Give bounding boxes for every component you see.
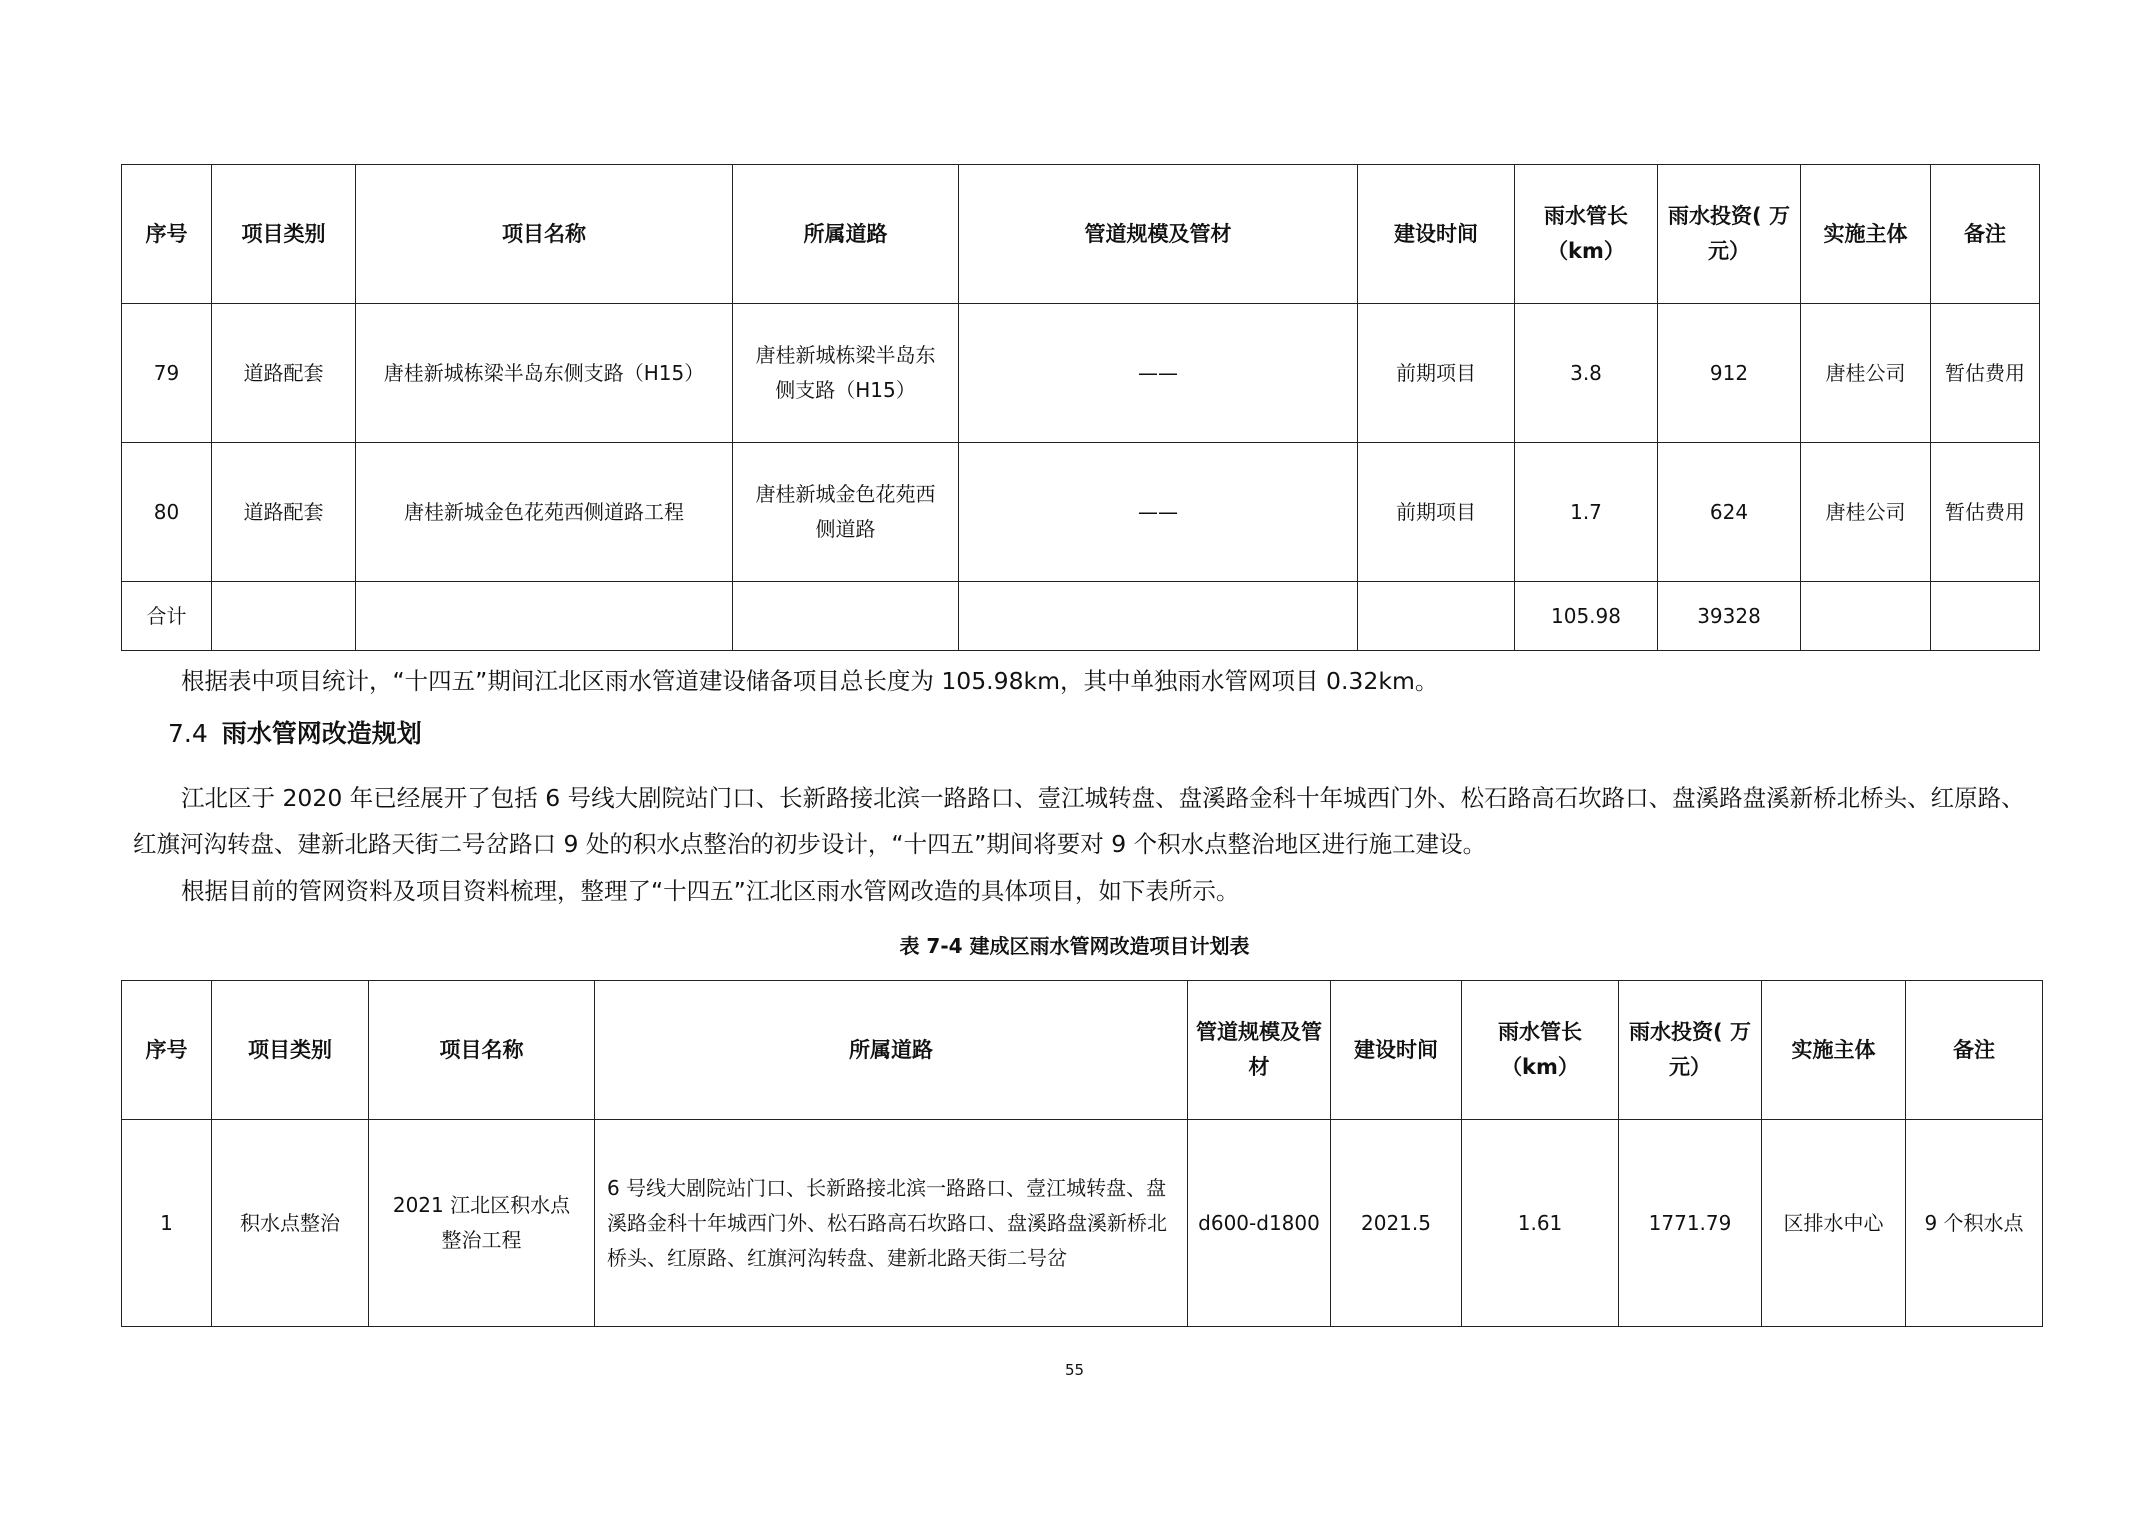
table-total-row [122, 582, 2040, 651]
cell-entity: 区排水中心 [1762, 1120, 1906, 1327]
cell-total-length: 105.98 [1515, 582, 1658, 651]
cell-investment: 624 [1658, 443, 1801, 582]
cell-investment: 1771.79 [1619, 1120, 1762, 1327]
header-cell: 雨水管长（km） [1462, 981, 1619, 1120]
header-cell: 雨水投资( 万元） [1619, 981, 1762, 1120]
summary-paragraph: 根据表中项目统计，“十四五”期间江北区雨水管道建设储备项目总长度为 105.98km，其中单独雨水管网项目 0.32km。 [181, 667, 1439, 695]
cell-entity: 唐桂公司 [1801, 304, 1931, 443]
body-paragraph: 根据目前的管网资料及项目资料梳理，整理了“十四五”江北区雨水管网改造的具体项目，如下表所示。 [181, 877, 1240, 905]
header-cell: 实施主体 [1762, 981, 1906, 1120]
cell-time: 2021.5 [1331, 1120, 1462, 1327]
cell-length: 1.61 [1462, 1120, 1619, 1327]
cell-length: 3.8 [1515, 304, 1658, 443]
cell-category: 道路配套 [212, 304, 356, 443]
cell-no: 80 [122, 443, 212, 582]
cell-no: 79 [122, 304, 212, 443]
header-cell: 备注 [1906, 981, 2043, 1120]
cell-note: 暂估费用 [1931, 443, 2040, 582]
cell-empty [212, 582, 356, 651]
section-heading [168, 711, 422, 757]
header-cell: 序号 [122, 165, 212, 304]
table-project-list-continued [121, 164, 2040, 651]
header-cell: 备注 [1931, 165, 2040, 304]
cell-name: 唐桂新城金色花苑西侧道路工程 [356, 443, 733, 582]
header-cell: 建设时间 [1358, 165, 1515, 304]
cell-scale: d600-d1800 [1188, 1120, 1331, 1327]
header-cell: 雨水管长（km） [1515, 165, 1658, 304]
header-cell: 序号 [122, 981, 212, 1120]
body-paragraph: 江北区于 2020 年已经展开了包括 6 号线大剧院站门口、长新路接北滨一路路口、壹江城转盘、盘溪路金科十年城西门外、松石路高石坎路口、盘溪路盘溪新桥北桥头、红原路、红旗河沟转盘、建新北路天街二号岔路口 9 处的积水点整治的初步设计，“十四五”期间将要对 9 个积水点整治地区进行施工建设。 [133, 784, 2025, 858]
cell-category: 道路配套 [212, 443, 356, 582]
cell-scale: —— [959, 443, 1358, 582]
section-title: 雨水管网改造规划 [221, 719, 422, 748]
cell-empty [959, 582, 1358, 651]
cell-road: 唐桂新城金色花苑西侧道路 [733, 443, 959, 582]
header-cell: 建设时间 [1331, 981, 1462, 1120]
header-cell: 管道规模及管材 [1188, 981, 1331, 1120]
cell-no: 1 [122, 1120, 212, 1327]
header-cell: 项目名称 [356, 165, 733, 304]
cell-time: 前期项目 [1358, 443, 1515, 582]
table-rainwater-renovation-plan [121, 980, 2043, 1327]
table-row [122, 443, 2040, 582]
cell-empty [1931, 582, 2040, 651]
cell-road: 唐桂新城栋梁半岛东侧支路（H15） [733, 304, 959, 443]
cell-investment: 912 [1658, 304, 1801, 443]
cell-scale: —— [959, 304, 1358, 443]
cell-road: 6 号线大剧院站门口、长新路接北滨一路路口、壹江城转盘、盘溪路金科十年城西门外、松石路高石坎路口、盘溪路盘溪新桥北桥头、红原路、红旗河沟转盘、建新北路天街二号岔 [595, 1120, 1188, 1327]
page-number: 55 [1064, 1361, 1085, 1379]
section-number: 7.4 [168, 719, 208, 748]
cell-note: 9 个积水点 [1906, 1120, 2043, 1327]
header-cell: 实施主体 [1801, 165, 1931, 304]
cell-note: 暂估费用 [1931, 304, 2040, 443]
cell-category: 积水点整治 [212, 1120, 369, 1327]
header-cell: 项目类别 [212, 981, 369, 1120]
table-row [122, 1120, 2043, 1327]
cell-empty [356, 582, 733, 651]
cell-length: 1.7 [1515, 443, 1658, 582]
cell-empty [1801, 582, 1931, 651]
header-cell: 项目类别 [212, 165, 356, 304]
cell-entity: 唐桂公司 [1801, 443, 1931, 582]
cell-name: 唐桂新城栋梁半岛东侧支路（H15） [356, 304, 733, 443]
header-cell: 所属道路 [595, 981, 1188, 1120]
header-cell: 雨水投资( 万元） [1658, 165, 1801, 304]
table-header-row [122, 981, 2043, 1120]
cell-total-label: 合计 [122, 582, 212, 651]
cell-total-investment: 39328 [1658, 582, 1801, 651]
table-header-row [122, 165, 2040, 304]
cell-time: 前期项目 [1358, 304, 1515, 443]
header-cell: 项目名称 [369, 981, 595, 1120]
header-cell: 管道规模及管材 [959, 165, 1358, 304]
table-row [122, 304, 2040, 443]
cell-name: 2021 江北区积水点整治工程 [369, 1120, 595, 1327]
cell-empty [733, 582, 959, 651]
table-caption: 表 7-4 建成区雨水管网改造项目计划表 [899, 934, 1250, 958]
cell-empty [1358, 582, 1515, 651]
header-cell: 所属道路 [733, 165, 959, 304]
